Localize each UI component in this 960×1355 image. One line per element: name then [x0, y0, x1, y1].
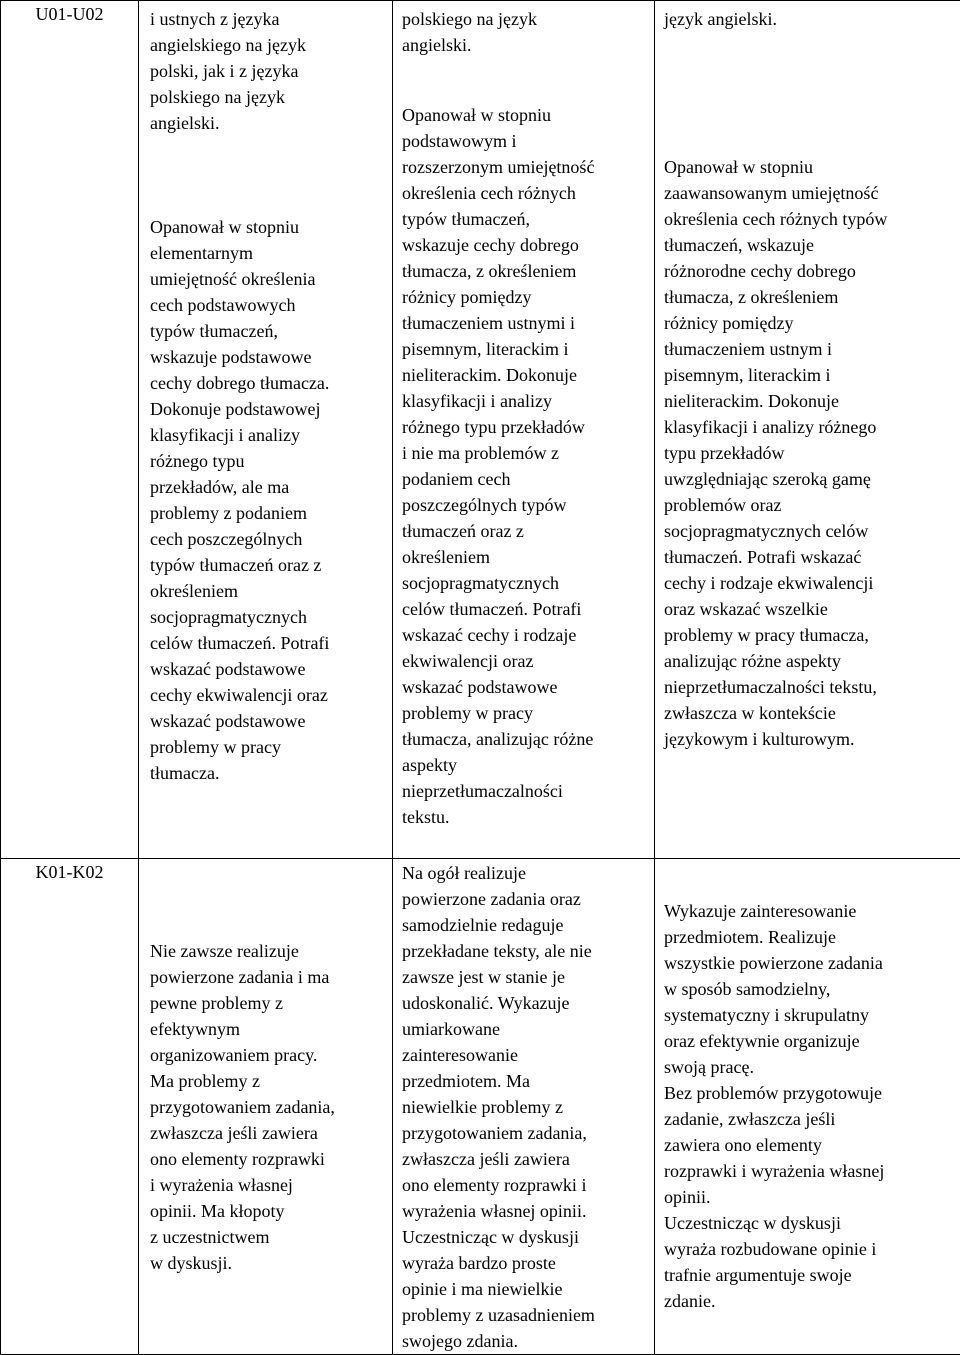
- criteria-text-continued: polskiego na język angielski.: [402, 6, 646, 58]
- learning-outcome-code-cell: [1, 1, 139, 859]
- criteria-text: Nie zawsze realizuje powierzone zadania i ma pewne problemy z efektywnym organizowaniem pracy. Ma problemy z przygotowaniem zadania, zwłaszcza jeśli zawiera ono elementy rozprawki i wyrażenia własnej opinii. Ma kłopoty z uczestnictwem w dyskusji.: [150, 938, 384, 1276]
- criteria-text-continued: język angielski.: [664, 6, 952, 32]
- grade-column-cell: [393, 859, 655, 1355]
- learning-outcome-code-cell: [1, 859, 139, 1355]
- learning-outcome-code: U01-U02: [36, 4, 104, 24]
- grade-column-cell: [139, 1, 393, 859]
- grade-column-cell: [655, 859, 960, 1355]
- learning-outcome-code: K01-K02: [36, 862, 104, 882]
- criteria-text: Opanował w stopniu elementarnym umiejętność określenia cech podstawowych typów tłumaczeń, wskazuje podstawowe cechy dobrego tłumacza. Dokonuje podstawowej klasyfikacji i analizy różnego typu przekładów, ale ma problemy z podaniem cech poszczególnych typów tłumaczeń oraz z określeniem socjopragmatycznych celów tłumaczeń. Potrafi wskazać podstawowe cechy ekwiwalencji oraz wskazać podstawowe problemy w pracy tłumacza.: [150, 214, 384, 786]
- grade-column-cell: [655, 1, 960, 859]
- criteria-text: Opanował w stopniu zaawansowanym umiejętność określenia cech różnych typów tłumaczeń, wskazuje różnorodne cechy dobrego tłumacza, z określeniem różnicy pomiędzy tłumaczeniem ustnym i pisemnym, literackim i nieliterackim. Dokonuje klasyfikacji i analizy różnego typu przekładów uwzględniając szeroką gamę problemów oraz socjopragmatycznych celów tłumaczeń. Potrafi wskazać cechy i rodzaje ekwiwalencji oraz wskazać wszelkie problemy w pracy tłumacza, analizując różne aspekty nieprzetłumaczalności tekstu, zwłaszcza w kontekście językowym i kulturowym.: [664, 154, 952, 752]
- grade-column-cell: [393, 1, 655, 859]
- criteria-text-continued: i ustnych z języka angielskiego na język polski, jak i z języka polskiego na język angielski.: [150, 6, 384, 136]
- criteria-text: Wykazuje zainteresowanie przedmiotem. Realizuje wszystkie powierzone zadania w sposób samodzielny, systematyczny i skrupulatny oraz efektywnie organizuje swoją pracę. Bez problemów przygotowuje zadanie, zwłaszcza jeśli zawiera ono elementy rozprawki i wyrażenia własnej opinii. Uczestnicząc w dyskusji wyraża rozbudowane opinie i trafnie argumentuje swoje zdanie.: [664, 898, 952, 1314]
- table-row: [1, 1, 960, 859]
- table-row: [1, 859, 960, 1355]
- criteria-text: Opanował w stopniu podstawowym i rozszerzonym umiejętność określenia cech różnych typów tłumaczeń, wskazuje cechy dobrego tłumacza, z określeniem różnicy pomiędzy tłumaczeniem ustnymi i pisemnym, literackim i nieliterackim. Dokonuje klasyfikacji i analizy różnego typu przekładów i nie ma problemów z podaniem cech poszczególnych typów tłumaczeń oraz z określeniem socjopragmatycznych celów tłumaczeń. Potrafi wskazać cechy i rodzaje ekwiwalencji oraz wskazać podstawowe problemy w pracy tłumacza, analizując różne aspekty nieprzetłumaczalności tekstu.: [402, 102, 646, 830]
- grade-column-cell: [139, 859, 393, 1355]
- criteria-text: Na ogół realizuje powierzone zadania oraz samodzielnie redaguje przekładane teksty, ale nie zawsze jest w stanie je udoskonalić. Wykazuje umiarkowane zainteresowanie przedmiotem. Ma niewielkie problemy z przygotowaniem zadania, zwłaszcza jeśli zawiera ono elementy rozprawki i wyrażenia własnej opinii. Uczestnicząc w dyskusji wyraża bardzo proste opinie i ma niewielkie problemy z uzasadnieniem swojego zdania.: [402, 860, 646, 1354]
